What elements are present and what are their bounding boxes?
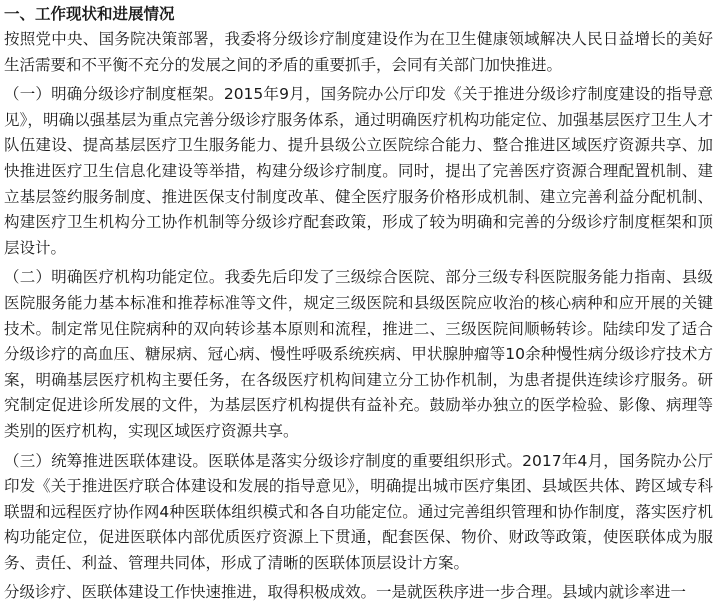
paragraph-progress: 分级诊疗、医联体建设工作快速推进，取得积极成效。一是就医秩序进一步合理。县域内就诊率进一 [4, 583, 687, 602]
paragraph-function-positioning: （二）明确医疗机构功能定位。我委先后印发了三级综合医院、部分三级专科医院服务能力指南、县级医院服务能力基本标准和推荐标准等文件，规定三级医院和县级医院应收治的核心病种和应开展的关键技术。制定常见住院病种的双向转诊基本原则和流程，推进二、三级医院间顺畅转诊。陆续印发了适合分级诊疗的高血压、糖尿病、冠心病、慢性呼吸系统疾病、甲状腺肿瘤等10余种慢性病分级诊疗技术方案，明确基层医疗机构主要任务，在各级医疗机构间建立分工协作机制，为患者提供连续诊疗服务。研究制定促进诊所发展的文件，为基层医疗机构提供有益补充。鼓励举办独立的医学检验、影像、病理等类别的医疗机构，实现区域医疗资源共享。 [4, 268, 713, 440]
intro-paragraph: 按照党中央、国务院决策部署，我委将分级诊疗制度建设作为在卫生健康领域解决人民日益增长的美好生活需要和不平衡不充分的发展之间的矛盾的重要抓手，会同有关部门加快推进。 [4, 30, 713, 74]
paragraph-framework: （一）明确分级诊疗制度框架。2015年9月，国务院办公厅印发《关于推进分级诊疗制度建设的指导意见》，明确以强基层为重点完善分级诊疗服务体系，通过明确医疗机构功能定位、加强基层医疗卫生人才队伍建设、提高基层医疗卫生服务能力、提升县级公立医院综合能力、整合推进区域医疗资源共享、加快推进医疗卫生信息化建设等举措，构建分级诊疗制度。同时，提出了完善医疗资源合理配置机制、建立基层签约服务制度、推进医保支付制度改革、健全医疗服务价格形成机制、建立完善利益分配机制、构建医疗卫生机构分工协作机制等分级诊疗配套政策，形成了较为明确和完善的分级诊疗制度框架和顶层设计。 [4, 85, 713, 257]
section-heading: 一、工作现状和进展情况 [4, 5, 175, 23]
paragraph-medical-alliance: （三）统筹推进医联体建设。医联体是落实分级诊疗制度的重要组织形式。2017年4月，国务院办公厅印发《关于推进医疗联合体建设和发展的指导意见》，明确提出城市医疗集团、县域医共体、跨区域专科联盟和远程医疗协作网4种医联体组织模式和各自功能定位。通过完善组织管理和协作制度，落实医疗机构功能定位，促进医联体内部优质医疗资源上下贯通，配套医保、物价、财政等政策，使医联体成为服务、责任、利益、管理共同体，形成了清晰的医联体顶层设计方案。 [4, 451, 713, 572]
